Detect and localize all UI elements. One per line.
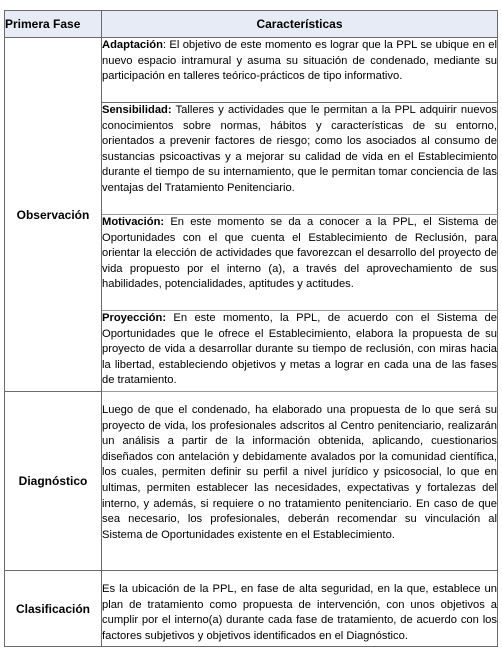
item-motivacion	[102, 215, 498, 311]
phases-table	[4, 10, 498, 647]
clasificacion-text: Es la ubicación de la PPL, en fase de alta seguridad, en la que, establece un plan de tratamiento como propuesta de intervención, con unos objetivos a cumplir por el interno(a) durante cada fase de tratamiento, de acuerdo con los factores subjetivos y objetivos identificados en el Diagnóstico.	[102, 571, 498, 647]
item-text: : El objetivo de este momento es lograr que la PPL se ubique en el nuevo espacio intramural y asuma su situación de condenado, mediante su participación en talleres teórico-prácticos de tipo informativo.	[102, 39, 497, 83]
phase-clasificacion: Clasificación	[5, 571, 102, 647]
item-text: En este momento, la PPL, de acuerdo con el Sistema de Oportunidades que le ofrece el Establecimiento, elabora la propuesta de su proyecto de vida a desarrollar durante su tiempo de reclusión, con miras hacia la libertad, estableciendo objetivos y metas a lograr en cada una de las fases de tratamiento.	[102, 312, 497, 387]
item-proyeccion	[102, 311, 498, 392]
item-sensibilidad	[102, 103, 498, 215]
clasificacion-row	[5, 571, 498, 647]
header-row	[5, 11, 498, 38]
diagnostico-text: Luego de que el condenado, ha elaborado una propuesta de lo que será su proyecto de vida, los profesionales adscritos al Centro penitenciario, realizarán un análisis a partir de la información obtenida, aplicando, cuestionarios diseñados con antelación y debidamente avalados por la comunidad científica, los cuales, permiten definir su perfil a nivel jurídico y psicosocial, lo que en ultimas, permiten establecer las necesidades, expectativas y fortalezas del interno, y además, si requiere o no tratamiento penitenciario. En caso de que sea necesario, los profesionales, deberán recomendar su vinculación al Sistema de Oportunidades existente en el Establecimiento.	[102, 392, 498, 571]
item-adaptacion	[102, 38, 498, 103]
observacion-row-adaptacion	[5, 38, 498, 103]
item-term: Proyección:	[102, 312, 167, 324]
item-term: Motivación:	[102, 216, 165, 228]
item-text: Talleres y actividades que le permitan a la PPL adquirir nuevos conocimientos sobre normas, hábitos y características de su entorno, orientados a prevenir factores de riesgo; como los asociados al consumo de sustancias psicoactivas y a mejorar su calidad de vida en el Establecimiento durante el tiempo de su internamiento, que le permitan tomar conciencia de las ventajas del Tratamiento Penitenciario.	[102, 104, 497, 194]
header-phase: Primera Fase	[5, 11, 102, 38]
header-characteristics: Características	[102, 11, 498, 38]
item-term: Adaptación	[102, 39, 163, 51]
item-text: En este momento se da a conocer a la PPL, el Sistema de Oportunidades con el que cuenta el Establecimiento de Reclusión, para orientar la elección de actividades que favorezcan el desarrollo del proyecto de vida propuesto por el interno (a), a través del aprovechamiento de sus habilidades, potencialidades, aptitudes y actitudes.	[102, 216, 497, 291]
phase-diagnostico: Diagnóstico	[5, 392, 102, 571]
diagnostico-row	[5, 392, 498, 571]
item-term: Sensibilidad:	[102, 104, 172, 116]
phase-observacion: Observación	[5, 38, 102, 392]
